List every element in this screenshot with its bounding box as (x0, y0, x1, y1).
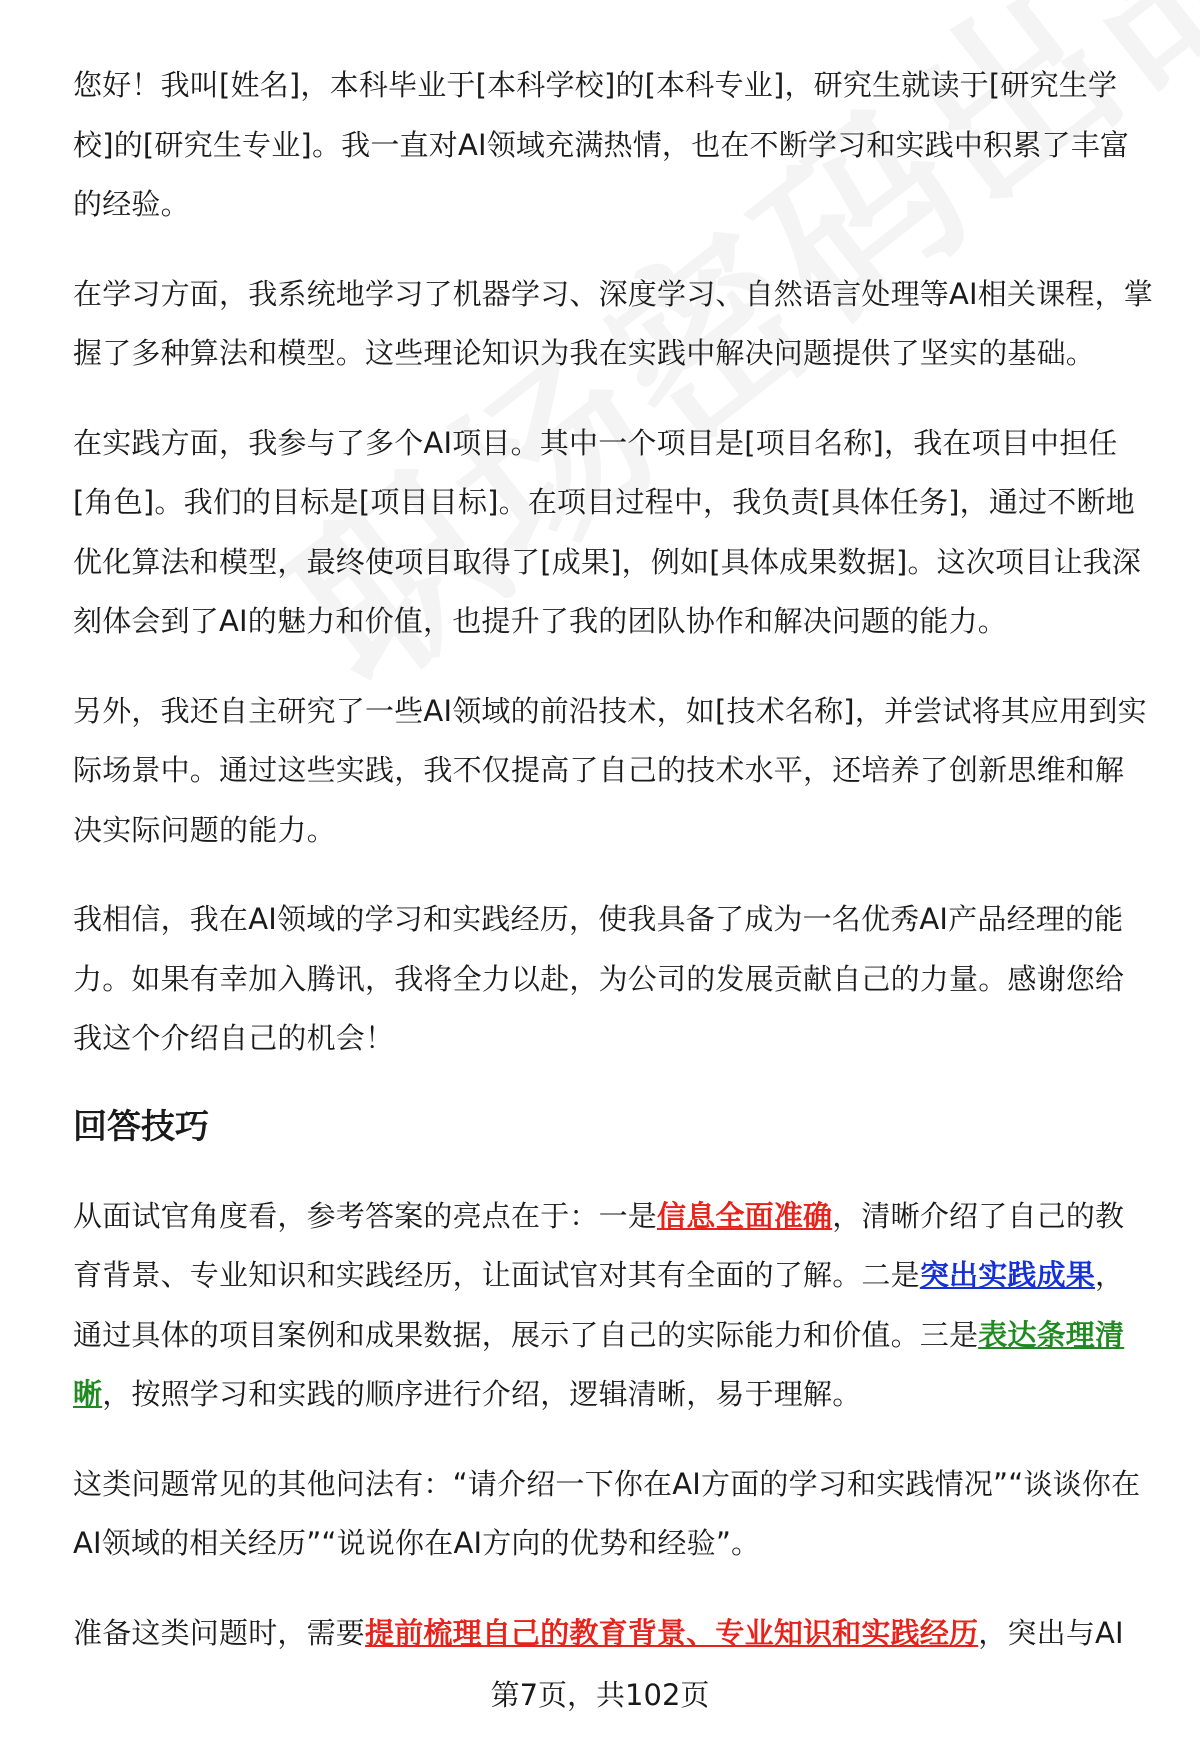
preparation-paragraph (73, 1604, 1153, 1664)
highlight-practice-results: 突出实践成果 (919, 1258, 1096, 1292)
tips-text-4: ，按照学习和实践的顺序进行介绍，逻辑清晰，易于理解。 (102, 1377, 862, 1411)
tips-paragraph (73, 1187, 1153, 1425)
prep-text-1: 准备这类问题时，需要 (73, 1615, 366, 1650)
highlight-accurate-info: 信息全面准确 (657, 1198, 833, 1233)
practice-paragraph: 在实践方面，我参与了多个AI项目。其中一个项目是[项目名称]，我在项目中担任[角色]。我们的目标是[项目目标]。在项目过程中，我负责[具体任务]，通过不断地优化算法和模型，最终使项目取得了[成果]，例如[具体成果数据]。这次项目让我深刻体会到了AI的魅力和价值，也提升了我的团队协作和解决问题的能力。 (73, 425, 1142, 638)
section-heading: 回答技巧 (73, 1106, 209, 1147)
tips-text-1: 从面试官角度看，参考答案的亮点在于：一是 (73, 1198, 658, 1233)
research-paragraph: 另外，我还自主研究了一些AI领域的前沿技术，如[技术名称]，并尝试将其应用到实际场景中。通过这些实践，我不仅提高了自己的技术水平，还培养了创新思维和解决实际问题的能力。 (73, 693, 1147, 847)
closing-paragraph: 我相信，我在AI领域的学习和实践经历，使我具备了成为一名优秀AI产品经理的能力。如果有幸加入腾讯，我将全力以赴，为公司的发展贡献自己的力量。感谢您给我这个介绍自己的机会！ (73, 902, 1125, 1055)
alt-questions-paragraph: 这类问题常见的其他问法有：“请介绍一下你在AI方面的学习和实践情况”“谈谈你在AI领域的相关经历”“说说你在AI方向的优势和经验”。 (73, 1466, 1141, 1560)
intro-paragraph: 您好！我叫[姓名]，本科毕业于[本科学校]的[本科专业]，研究生就读于[研究生学校]的[研究生专业]。我一直对AI领域充满热情，也在不断学习和实践中积累了丰富的经验。 (73, 68, 1130, 221)
prep-text-2: ，突出与AI (978, 1615, 1124, 1650)
page-number: 第7页，共102页 (490, 1678, 710, 1712)
highlight-prepare-background: 提前梳理自己的教育背景、专业知识和实践经历 (365, 1615, 979, 1650)
tips-text-2: ，清晰介绍了自己的教育背景、专业知识和实践经历，让面试官对其有全面的了解。二是 (73, 1198, 1125, 1292)
document-body (73, 56, 1153, 1693)
tips-text-3: ，通过具体的项目案例和成果数据，展示了自己的实际能力和价值。三是 (73, 1258, 1125, 1352)
highlight-clear-expression: 表达条理清晰 (73, 1317, 1125, 1411)
study-paragraph: 在学习方面，我系统地学习了机器学习、深度学习、自然语言处理等AI相关课程，掌握了多种算法和模型。这些理论知识为我在实践中解决问题提供了坚实的基础。 (73, 276, 1153, 370)
